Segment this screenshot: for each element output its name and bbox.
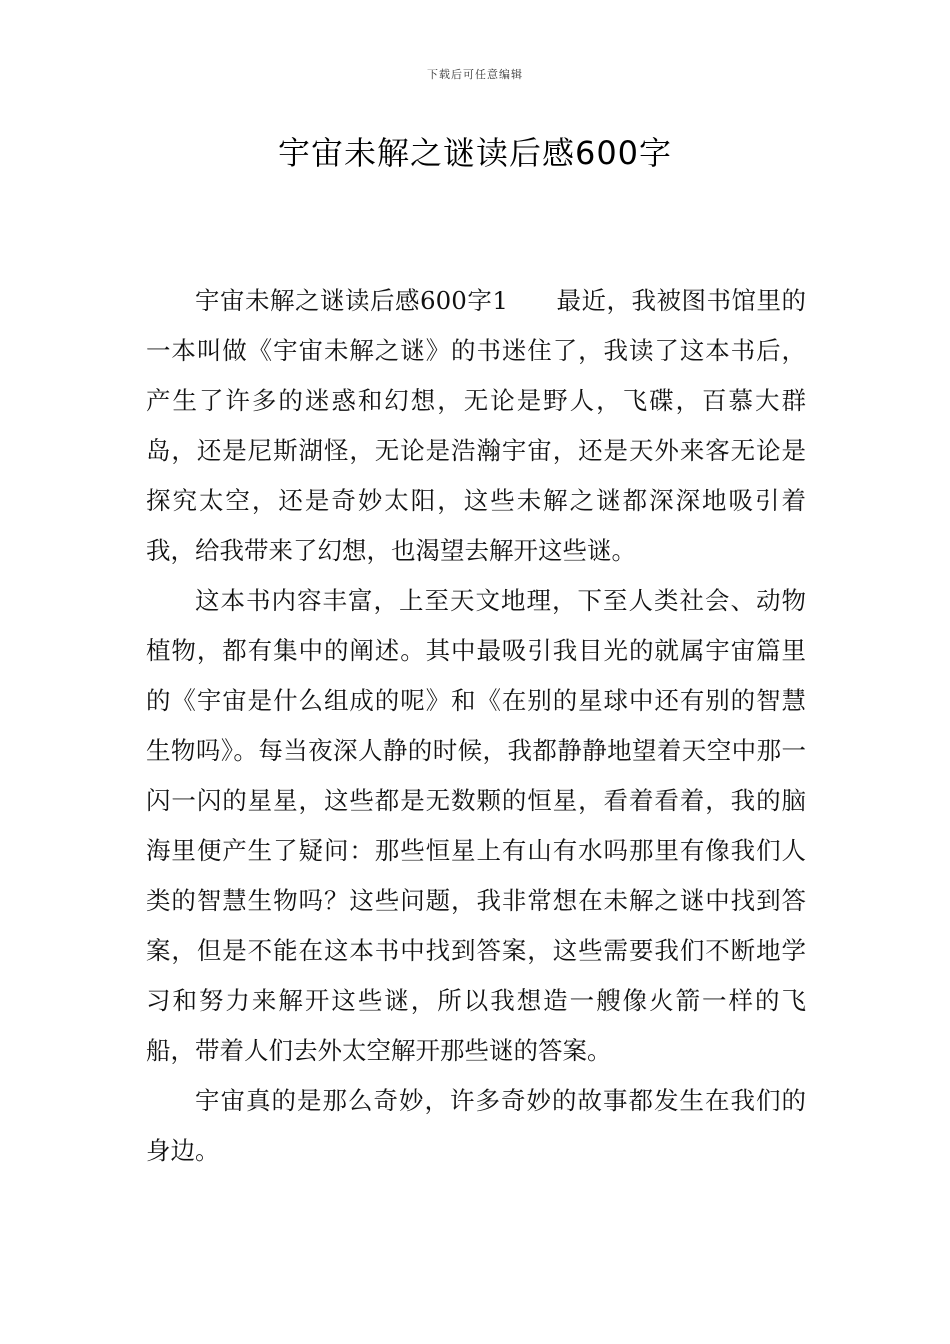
paragraph-1-lead: 宇宙未解之谜读后感600字1 [195, 286, 508, 315]
document-body [146, 276, 806, 1176]
paragraph-2: 这本书内容丰富，上至天文地理，下至人类社会、动物植物，都有集中的阐述。其中最吸引我目光的就属宇宙篇里的《宇宙是什么组成的呢》和《在别的星球中还有别的智慧生物吗》。每当夜深人静的时候，我都静静地望着天空中那一闪一闪的星星，这些都是无数颗的恒星，看着看着，我的脑海里便产生了疑问：那些恒星上有山有水吗那里有像我们人类的智慧生物吗？这些问题，我非常想在未解之谜中找到答案，但是不能在这本书中找到答案，这些需要我们不断地学习和努力来解开这些谜，所以我想造一艘像火箭一样的飞船，带着人们去外太空解开那些谜的答案。 [146, 586, 806, 1065]
header-note: 下载后可任意编辑 [427, 68, 523, 81]
paragraph-1 [146, 276, 806, 576]
document-title: 宇宙未解之谜读后感600字 [277, 134, 673, 172]
paragraph-3: 宇宙真的是那么奇妙，许多奇妙的故事都发生在我们的身边。 [146, 1086, 806, 1165]
paragraph-1-text: 最近，我被图书馆里的一本叫做《宇宙未解之谜》的书迷住了，我读了这本书后，产生了许多的迷惑和幻想，无论是野人，飞碟，百慕大群岛，还是尼斯湖怪，无论是浩瀚宇宙，还是天外来客无论是探究太空，还是奇妙太阳，这些未解之谜都深深地吸引着我，给我带来了幻想，也渴望去解开这些谜。 [146, 286, 807, 565]
